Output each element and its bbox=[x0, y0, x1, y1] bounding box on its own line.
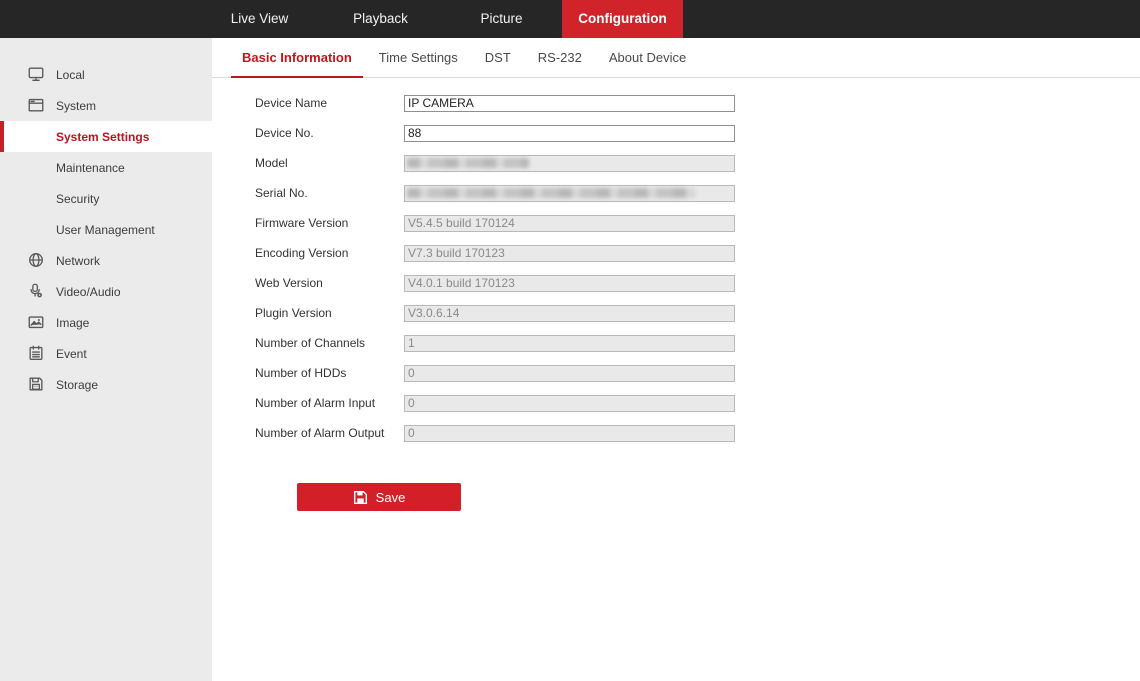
plugin-version-label: Plugin Version bbox=[255, 306, 332, 320]
number-of-alarm-input-label: Number of Alarm Input bbox=[255, 396, 376, 410]
form-row bbox=[255, 268, 1140, 298]
number-of-hdds-label: Number of HDDs bbox=[255, 366, 347, 380]
settings-tabbar bbox=[212, 38, 1140, 78]
image-icon bbox=[27, 313, 45, 331]
firmware-version-field bbox=[404, 215, 735, 232]
sidebar-item-label: Image bbox=[56, 315, 90, 330]
sidebar-item-system[interactable] bbox=[0, 90, 212, 121]
save-icon bbox=[353, 490, 368, 505]
device-no-label: Device No. bbox=[255, 126, 314, 140]
sidebar-item-label: Security bbox=[56, 191, 100, 206]
basic-information-form bbox=[212, 78, 1140, 511]
redacted-serial-value bbox=[407, 188, 695, 198]
top-bar bbox=[0, 0, 1140, 38]
sidebar-item-label: Video/Audio bbox=[56, 284, 121, 299]
device-name-label: Device Name bbox=[255, 96, 328, 110]
number-of-alarm-input-field bbox=[404, 395, 735, 412]
sidebar-item-system-settings[interactable] bbox=[0, 121, 212, 152]
sidebar-item-label: Network bbox=[56, 253, 101, 268]
number-of-channels-label: Number of Channels bbox=[255, 336, 366, 350]
monitor-icon bbox=[27, 65, 45, 83]
main-nav bbox=[199, 0, 683, 38]
sidebar-item-label: Local bbox=[56, 67, 85, 82]
form-row bbox=[255, 358, 1140, 388]
sidebar-item-label: Storage bbox=[56, 377, 99, 392]
nav-configuration[interactable]: Configuration bbox=[562, 0, 683, 38]
tab-time-settings[interactable]: Time Settings bbox=[378, 50, 458, 65]
sidebar-item-label: User Management bbox=[56, 222, 155, 237]
form-row bbox=[255, 148, 1140, 178]
device-name-input[interactable] bbox=[404, 95, 735, 112]
number-of-alarm-output-field bbox=[404, 425, 735, 442]
sidebar-item-image[interactable] bbox=[0, 307, 212, 338]
sidebar bbox=[0, 38, 212, 681]
serial-no-label: Serial No. bbox=[255, 186, 308, 200]
form-row bbox=[255, 208, 1140, 238]
model-label: Model bbox=[255, 156, 288, 170]
encoding-version-field bbox=[404, 245, 735, 262]
event-icon bbox=[27, 344, 45, 362]
web-version-label: Web Version bbox=[255, 276, 323, 290]
globe-icon bbox=[27, 251, 45, 269]
sidebar-item-label: System bbox=[56, 98, 97, 113]
form-row bbox=[255, 88, 1140, 118]
sidebar-item-user-management[interactable] bbox=[0, 214, 212, 245]
tab-rs232[interactable]: RS-232 bbox=[537, 50, 582, 65]
form-row bbox=[255, 178, 1140, 208]
sidebar-item-maintenance[interactable] bbox=[0, 152, 212, 183]
storage-icon bbox=[27, 375, 45, 393]
tab-dst[interactable]: DST bbox=[484, 50, 511, 65]
number-of-alarm-output-label: Number of Alarm Output bbox=[255, 426, 385, 440]
microphone-icon bbox=[27, 282, 45, 300]
number-of-hdds-field bbox=[404, 365, 735, 382]
form-row bbox=[255, 418, 1140, 448]
tab-basic-information[interactable]: Basic Information bbox=[231, 38, 363, 78]
sidebar-item-network[interactable] bbox=[0, 245, 212, 276]
form-row bbox=[255, 328, 1140, 358]
tab-about-device[interactable]: About Device bbox=[608, 50, 687, 65]
content-panel bbox=[212, 38, 1140, 681]
sidebar-item-label: System Settings bbox=[56, 129, 150, 144]
form-row bbox=[255, 118, 1140, 148]
form-row bbox=[255, 298, 1140, 328]
save-button[interactable] bbox=[297, 483, 461, 511]
nav-playback[interactable]: Playback bbox=[353, 11, 408, 26]
sidebar-item-event[interactable] bbox=[0, 338, 212, 369]
nav-live-view[interactable]: Live View bbox=[230, 11, 289, 26]
device-no-input[interactable] bbox=[404, 125, 735, 142]
form-row bbox=[255, 388, 1140, 418]
redacted-model-value bbox=[407, 158, 529, 168]
plugin-version-field bbox=[404, 305, 735, 322]
sidebar-item-video-audio[interactable] bbox=[0, 276, 212, 307]
encoding-version-label: Encoding Version bbox=[255, 246, 349, 260]
sidebar-item-label: Event bbox=[56, 346, 87, 361]
window-icon bbox=[27, 96, 45, 114]
form-row bbox=[255, 238, 1140, 268]
firmware-version-label: Firmware Version bbox=[255, 216, 349, 230]
sidebar-item-label: Maintenance bbox=[56, 160, 125, 175]
sidebar-item-security[interactable] bbox=[0, 183, 212, 214]
nav-picture[interactable]: Picture bbox=[480, 11, 523, 26]
save-button-label: Save bbox=[375, 489, 406, 505]
number-of-channels-field bbox=[404, 335, 735, 352]
sidebar-item-local[interactable] bbox=[0, 59, 212, 90]
sidebar-item-storage[interactable] bbox=[0, 369, 212, 400]
web-version-field bbox=[404, 275, 735, 292]
